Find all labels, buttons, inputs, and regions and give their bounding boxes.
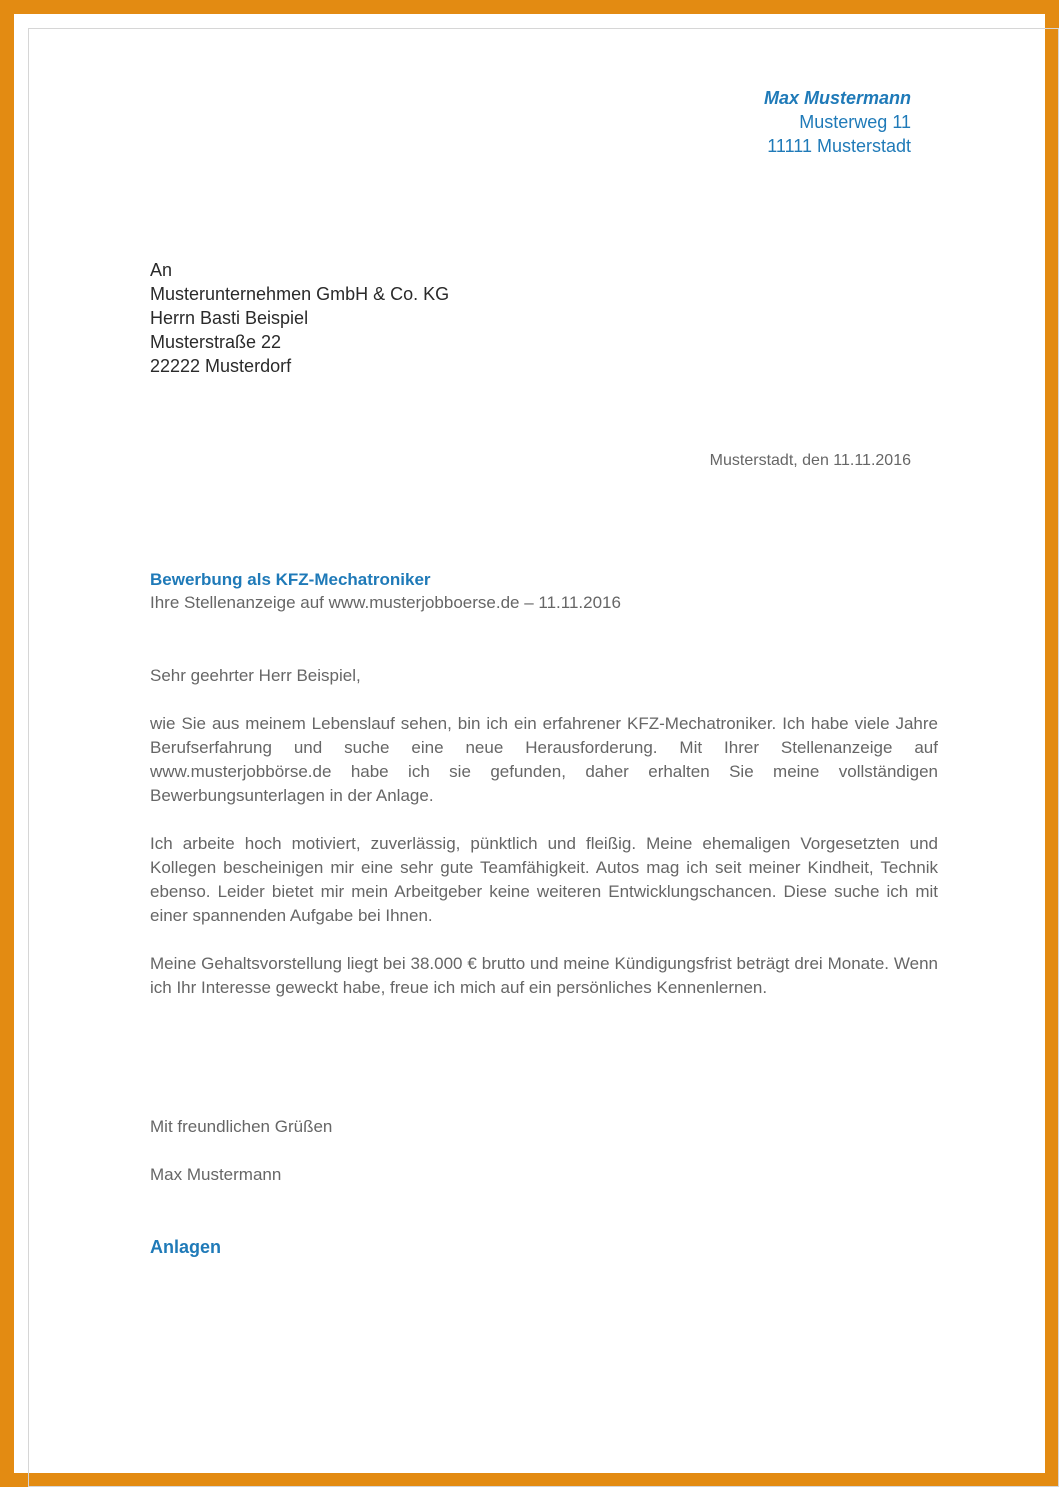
recipient-city: 22222 Musterdorf — [150, 356, 292, 376]
recipient-street: Musterstraße 22 — [150, 332, 282, 352]
sender-city: 11111 Musterstadt — [767, 136, 911, 156]
sender-street: Musterweg 11 — [799, 112, 911, 132]
closing-block — [150, 1115, 332, 1187]
sender-address — [764, 86, 911, 158]
attachments-label: Anlagen — [150, 1237, 222, 1257]
recipient-contact: Herrn Basti Beispiel — [150, 308, 309, 328]
letter-body — [150, 664, 938, 1024]
body-paragraph-1: wie Sie aus meinem Lebenslauf sehen, bin ich ein erfahrener KFZ-Mechatroniker. Ich habe viele Jahre Berufserfahrung und suche eine neue Herausforderung. Mit Ihrer Stellenanzeige auf www.musterjobbörse.de habe ich sie gefunden, daher erhalten Sie meine vollständigen Bewerbungsunterlagen in der Anlage. — [150, 714, 938, 805]
recipient-prefix: An — [150, 260, 173, 280]
subject-block — [150, 568, 938, 614]
sender-name: Max Mustermann — [763, 88, 911, 108]
closing-phrase: Mit freundlichen Grüßen — [150, 1117, 333, 1136]
recipient-address — [150, 258, 449, 378]
recipient-company: Musterunternehmen GmbH & Co. KG — [150, 284, 450, 304]
signature: Max Mustermann — [150, 1165, 282, 1184]
date-line: Musterstadt, den 11.11.2016 — [709, 452, 911, 469]
salutation: Sehr geehrter Herr Beispiel, — [150, 666, 361, 685]
body-paragraph-3: Meine Gehaltsvorstellung liegt bei 38.000 € brutto und meine Kündigungsfrist beträgt drei Monate. Wenn ich Ihr Interesse geweckt habe, freue ich mich auf ein persönliches Kennenlernen. — [150, 954, 938, 997]
body-paragraph-2: Ich arbeite hoch motiviert, zuverlässig, pünktlich und fleißig. Meine ehemaligen Vorgesetzten und Kollegen bescheinigen mir eine sehr gute Teamfähigkeit. Autos mag ich seit meiner Kindheit, Technik ebenso. Leider bietet mir mein Arbeitgeber keine weiteren Entwicklungschancen. Diese suche ich mit einer spannenden Aufgabe bei Ihnen. — [150, 834, 938, 925]
subject-reference: Ihre Stellenanzeige auf www.musterjobboerse.de – 11.11.2016 — [150, 593, 621, 612]
subject-title: Bewerbung als KFZ-Mechatroniker — [150, 570, 431, 589]
